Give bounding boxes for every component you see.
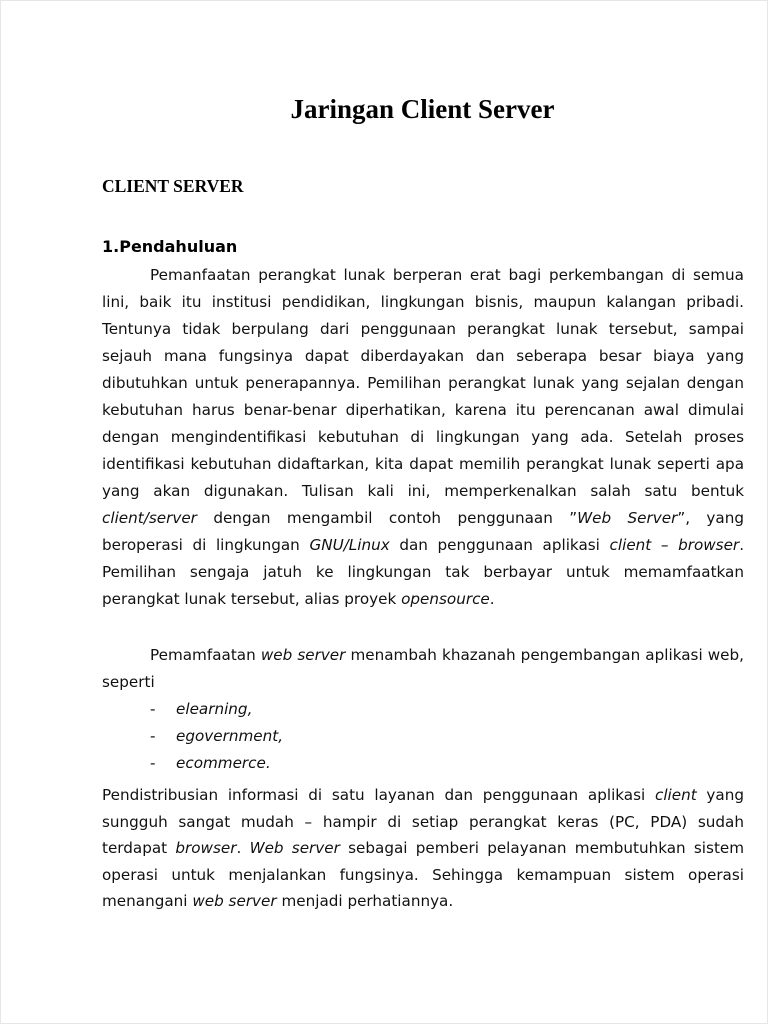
text-run: dan penggunaan aplikasi (389, 536, 610, 554)
paragraph-text (102, 262, 744, 613)
paragraph-distribution (102, 782, 744, 915)
paragraph-text (102, 782, 744, 915)
emphasis-client-browser: client – browser (609, 536, 740, 554)
text-run: . Pemilihan sengaja jatuh ke lingkungan tak berbayar untuk memamfaatkan perangkat lunak tersebut, alias proyek (102, 536, 745, 608)
list-item (150, 723, 283, 750)
list-item-label: ecommerce. (176, 754, 271, 772)
text-run: Pemanfaatan perangkat lunak berperan erat bagi perkembangan di semua lini, baik itu institusi pendidikan, lingkungan bisnis, maupun kalangan pribadi. Tentunya tidak berpulang dari penggunaan perangkat lunak tersebut, sampai sejauh mana fungsinya dapat diberdayakan dan seberapa besar biaya yang dibutuhkan untuk penerapannya. Pemilihan perangkat lunak yang sejalan dengan kebutuhan harus benar-benar diperhatikan, karena itu perencanan awal dimulai dengan mengindentifikasi kebutuhan di lingkungan yang ada. Setelah proses identifikasi kebutuhan didaftarkan, kita dapat memilih perangkat lunak seperti apa yang akan digunakan. Tulisan kali ini, memperkenalkan salah satu bentuk (102, 266, 744, 500)
emphasis-gnu-linux: GNU/Linux (309, 536, 390, 554)
paragraph-web-server-usage (102, 642, 744, 696)
text-run: Pendistribusian informasi di satu layanan dan penggunaan aplikasi (102, 786, 655, 804)
paragraph-introduction (102, 262, 744, 613)
list-item (150, 750, 283, 777)
chapter-subtitle: CLIENT SERVER (102, 176, 244, 196)
list-dash: - (150, 754, 156, 772)
list-item-label: elearning, (176, 700, 253, 718)
emphasis-browser: browser (175, 839, 237, 857)
list-dash: - (150, 727, 156, 745)
emphasis-client: client (654, 786, 697, 804)
page-title: Jaringan Client Server (290, 94, 555, 124)
text-run: sebagai pemberi pelayanan membutuhkan sistem operasi untuk menjalankan fungsinya. Sehingga kemampuan sistem operasi menangani (102, 839, 745, 910)
emphasis-web-server: web server (260, 646, 346, 664)
emphasis-client-server: client/server (102, 509, 197, 527)
text-run: Pemamfaatan (150, 646, 261, 664)
text-run: dengan mengambil contoh penggunaan ” (196, 509, 578, 527)
list-dash: - (150, 700, 156, 718)
text-run: . (236, 839, 250, 857)
text-run: menambah khazanah pengembangan aplikasi web, seperti (102, 646, 744, 691)
application-list (150, 696, 283, 777)
emphasis-web-server: web server (192, 892, 277, 910)
section-heading: 1.Pendahuluan (102, 237, 238, 256)
list-item (150, 696, 283, 723)
text-run: yang sungguh sangat mudah – hampir di setiap perangkat keras (PC, PDA) sudah terdapat (102, 786, 744, 857)
text-run: . (489, 590, 495, 608)
emphasis-web-server: Web server (249, 839, 340, 857)
list-item-label: egovernment, (176, 727, 284, 745)
text-run: ”, yang beroperasi di lingkungan (102, 509, 744, 554)
emphasis-web-server: Web Server (577, 509, 678, 527)
emphasis-opensource: opensource (401, 590, 490, 608)
paragraph-text (102, 642, 744, 696)
text-run: menjadi perhatiannya. (276, 892, 454, 910)
